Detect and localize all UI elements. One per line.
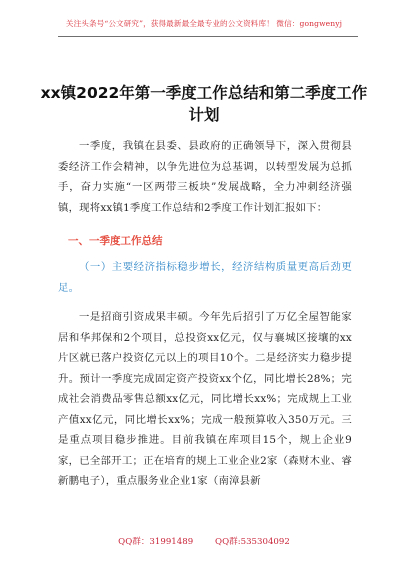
header-divider xyxy=(58,36,358,37)
body-paragraph: 一是招商引资成果丰硕。今年先后招引了万亿全屋智能家居和华邦保和2个项目，总投资xx亿元，仅与襄城区接壤的xx片区就已落户投资亿元以上的项目10个。二是经济实力稳步提升。预计一季度完成固定资产投资xx个亿，同比增长28%；完成社会消费品零售总额xx亿元，同比增长xx%；完成规上工业产值xx亿元，同比增长xx%；完成一般预算收入350万元。三是重点项目稳步推进。目前我镇在库项目15个，规上企业9家，已全部开工；正在培育的规上工业企业2家（森财木业、睿新鹏电子），重点服务业企业1家（南漳县新 xyxy=(58,311,352,487)
header-note: 关注头条号“公文研究”，获得最新最全最专业的公文资料库！ 微信：gongwenyj xyxy=(65,19,343,28)
footer-note: QQ群：31991489 QQ群:535304092 xyxy=(118,537,290,547)
intro-paragraph: 一季度，我镇在县委、县政府的正确领导下，深入贯彻县委经济工作会精神，以争先进位为总基调，以转型发展为总抓手，奋力实施“一区两带三板块”发展战略，全力冲刺经济强镇，现将xx镇1季度工作总结和2季度工作计划汇报如下： xyxy=(58,140,352,214)
subheading: （一）主要经济指标稳步增长，经济结构质量更高后劲更足。 xyxy=(58,261,352,294)
document-title: xx镇2022年第一季度工作总结和第二季度工作计划 xyxy=(40,84,368,124)
section-heading: 一、一季度工作总结 xyxy=(68,235,163,247)
